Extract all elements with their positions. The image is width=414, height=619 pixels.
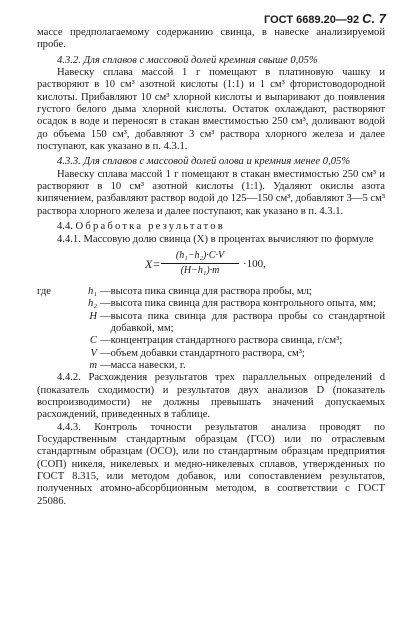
section-4-4-number: 4.4. <box>57 221 73 233</box>
definition-dash: — <box>100 298 111 310</box>
formula-numerator: (h₁−h₂)·C·V <box>161 250 239 264</box>
standard-code: ГОСТ 6689.20—92 <box>264 14 360 26</box>
lead-fraction-formula <box>37 250 385 280</box>
section-4-4-title: Обработка результатов <box>75 221 225 233</box>
section-4-4-heading <box>37 221 385 233</box>
definition-row <box>37 335 385 347</box>
definition-dash: — <box>100 285 111 297</box>
definition-symbol: h₁ <box>88 285 97 297</box>
definition-dash: — <box>100 335 111 347</box>
definition-dash: — <box>100 359 111 371</box>
variable-definitions <box>37 286 385 372</box>
definition-symbol: h₂ <box>88 298 97 310</box>
definition-text: высота пика свинца для раствора пробы со стандартной добавкой, мм; <box>110 310 385 334</box>
definition-text: масса навески, г. <box>110 359 186 371</box>
section-4-3-3-heading: 4.3.3. Для сплавов с массовой долей олова и кремния менее 0,05% <box>57 156 351 168</box>
formula-multiplier: ·100, <box>243 257 266 270</box>
section-4-4-1-text: 4.4.1. Массовую долю свинца (X) в процентах вычисляют по формуле <box>57 233 374 245</box>
section-4-3-3-text: Навеску сплава массой 1 г помещают в стакан вместимостью 250 см³ и растворяют в 10 см³ азотной кислоты (1:1). Удаляют окислы азота кипячением, разбавляют раствор водой до 125—150 см³, добавляют 3—5 см³ раствора хлорного железа и далее поступают, как указано в п. 4.3.1. <box>37 168 385 217</box>
definition-row <box>37 286 385 298</box>
formula-lhs: X= <box>145 256 161 271</box>
document-page <box>37 10 385 508</box>
definition-text: концентрация стандартного раствора свинца, г/см³; <box>110 335 343 347</box>
definition-row <box>37 360 385 372</box>
section-4-3-2-text: Навеску сплава массой 1 г помещают в платиновую чашку и растворяют в 10 см³ азотной кислоты (1:1) и 1 см³ фтористоводородной кислоты. Прибавляют 10 см³ хлорной кислоты и выпаривают до появления густого белого дыма хлорной кислоты. Остаток охлаждают, растворяют осадок в воде и переносят в стакан вместимостью 250 см³, доливают водой до объема 150 см³, добавляют 3 см³ раствора хлорного железа и далее поступают, как указано в п. 4.3.1. <box>37 67 385 153</box>
page-number: С. 7 <box>362 11 386 26</box>
definition-symbol: C <box>89 335 97 347</box>
definition-row <box>37 348 385 360</box>
formula-denominator: (H−h₁)·m <box>180 265 220 277</box>
definition-row <box>37 311 385 336</box>
definition-dash: — <box>100 310 111 322</box>
definition-text: высота пика свинца для раствора контрольного опыта, мм; <box>110 298 376 310</box>
definition-symbol: m <box>89 359 97 371</box>
section-4-4-3-text: 4.4.3. Контроль точности результатов анализа проводят по Государственным стандартным образцам (ГСО) или по отраслевым стандартным образцам (ОСО), или по стандартным образцам предприятия (СОП) никеля, никелевых и медно-никелевых сплавов, утвержденных по ГОСТ 8.315, или методом добавок, или сопоставлением результатов, полученных атомно-абсорбционным методом, в соответствии с ГОСТ 25086. <box>37 421 385 507</box>
page-header <box>37 10 386 27</box>
definition-row <box>37 298 385 310</box>
section-4-4-2-text: 4.4.2. Расхождения результатов трех параллельных определений d (показатель сходимости) и результатов двух анализов D (показатель воспроизводимости) не должны превышать значений допускаемых расхождений, приведенных в таблице. <box>37 372 385 421</box>
where-label: где <box>37 285 51 297</box>
section-4-3-2-heading: 4.3.2. Для сплавов с массовой долей кремния свыше 0,05% <box>57 54 318 66</box>
definition-dash: — <box>100 347 111 359</box>
definition-text: объем добавки стандартного раствора, см³; <box>110 347 305 359</box>
definition-symbol: H <box>89 310 97 322</box>
definition-symbol: V <box>90 347 97 359</box>
definition-text: высота пика свинца для раствора пробы, мл; <box>110 285 312 297</box>
intro-paragraph: массе предполагаемому содержанию свинца, в навеске анализируемой пробе. <box>37 27 385 51</box>
formula-fraction <box>161 250 239 278</box>
